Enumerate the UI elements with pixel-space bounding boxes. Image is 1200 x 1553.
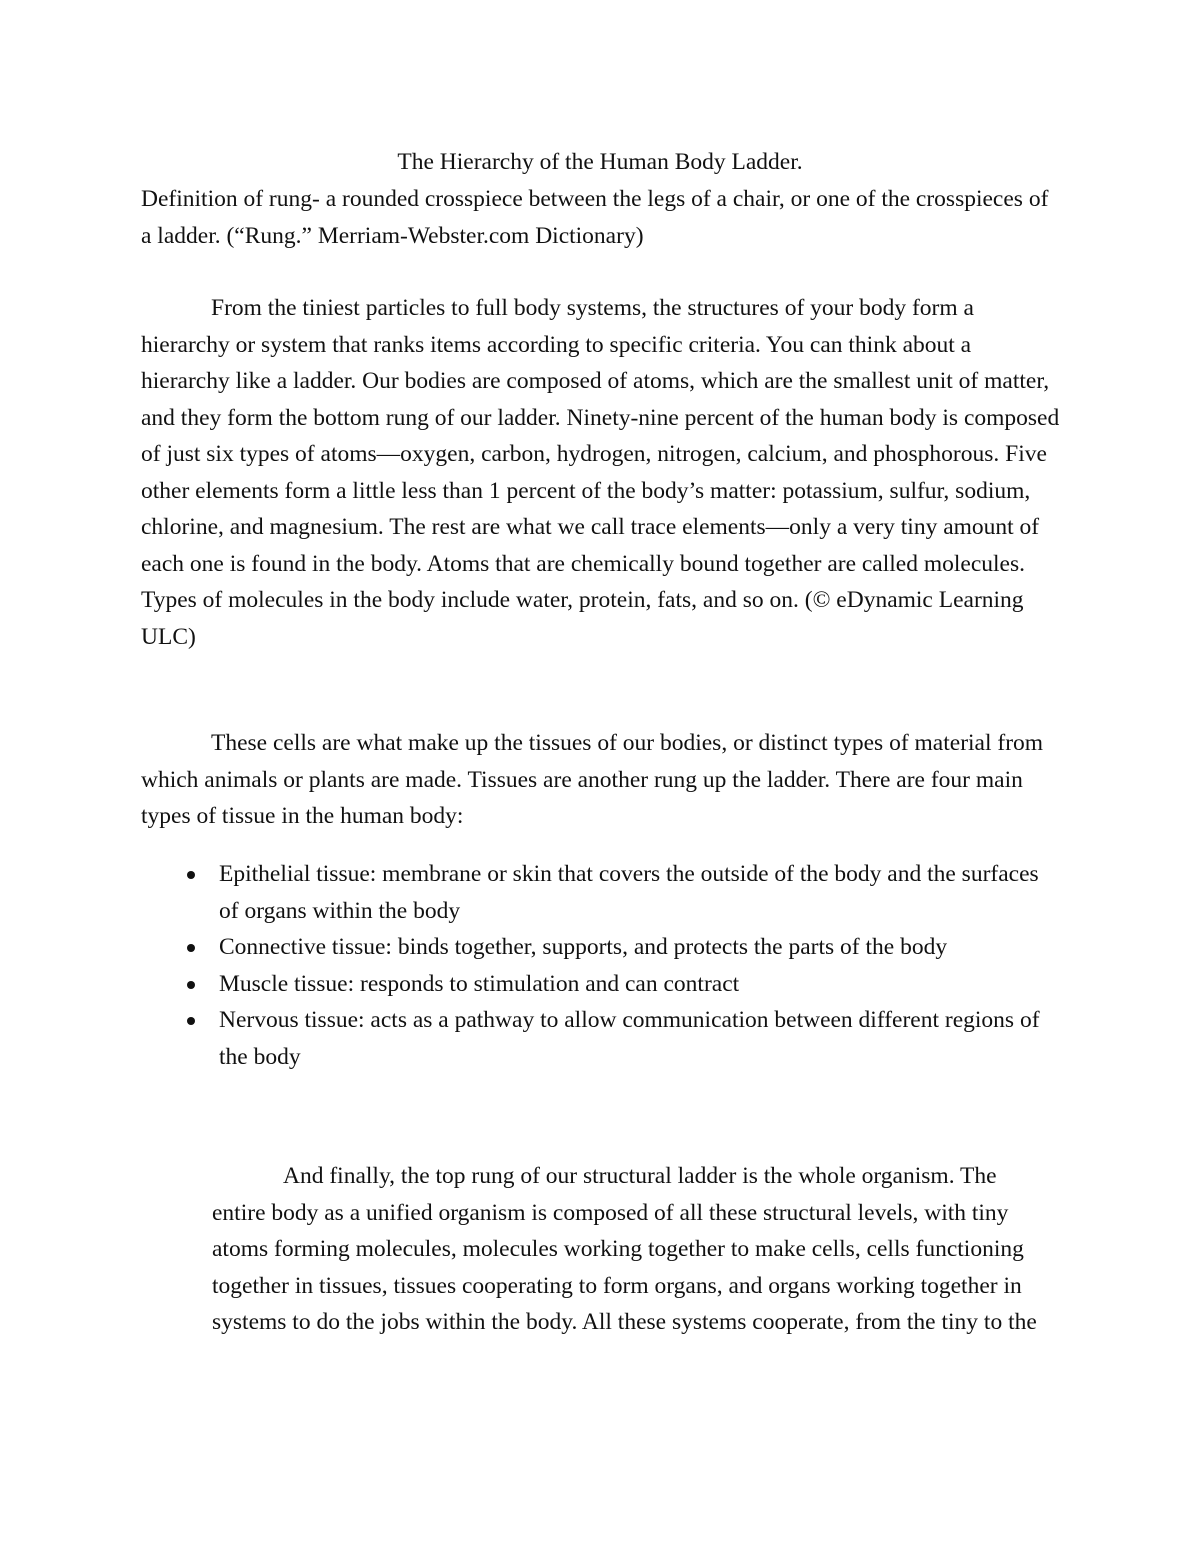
tissue-types-list [183,856,1063,1075]
document-title: The Hierarchy of the Human Body Ladder. [397,149,803,175]
list-item-connective [183,929,1063,966]
list-item-epithelial [183,856,1063,929]
organism-paragraph: And finally, the top rung of our structural ladder is the whole organism. The entire body as a unified organism is composed of all these structural levels, with tiny atoms forming molecules, molecules working together to make cells, cells functioning together in tissues, tissues cooperating to form organs, and organs working together in systems to do the jobs within the body. All these systems cooperate, from the tiny to the [212,1163,1037,1335]
list-item-text: Connective tissue: binds together, supports, and protects the parts of the body [219,934,948,960]
list-item-nervous [183,1002,1063,1075]
bullet-icon [187,981,195,989]
list-item-text: Nervous tissue: acts as a pathway to allow communication between different regions of the body [219,1007,1040,1070]
list-item-text: Muscle tissue: responds to stimulation and can contract [219,970,740,997]
bullet-icon [187,944,195,952]
bullet-icon [187,1017,195,1025]
list-item-muscle [183,966,1063,1003]
tissues-intro-paragraph: These cells are what make up the tissues of our bodies, or distinct types of material from which animals or plants are made. Tissues are another rung up the ladder. There are four main types of tissue in the human body: [141,730,1044,829]
bullet-icon [187,871,195,879]
atoms-paragraph: From the tiniest particles to full body systems, the structures of your body form a hierarchy or system that ranks items according to specific criteria. You can think about a hierarchy like a ladder. Our bodies are composed of atoms, which are the smallest unit of matter, and they form the bottom rung of our ladder. Ninety-nine percent of the human body is composed of just six types of atoms—oxygen, carbon, hydrogen, nitrogen, calcium, and phosphorous. Five other elements form a little less than 1 percent of the body’s matter: potassium, sulfur, sodium, chlorine, and magnesium. The rest are what we call trace elements—only a very tiny amount of each one is found in the body. Atoms that are chemically bound together are called molecules. Types of molecules in the body include water, protein, fats, and so on. (© eDynamic Learning ULC) [141,295,1060,650]
rung-definition: Definition of rung- a rounded crosspiece between the legs of a chair, or one of the crosspieces of a ladder. (“Rung.” Merriam-Webster.com Dictionary) [141,186,1049,249]
list-item-text: Epithelial tissue: membrane or skin that covers the outside of the body and the surfaces of organs within the body [219,861,1039,924]
